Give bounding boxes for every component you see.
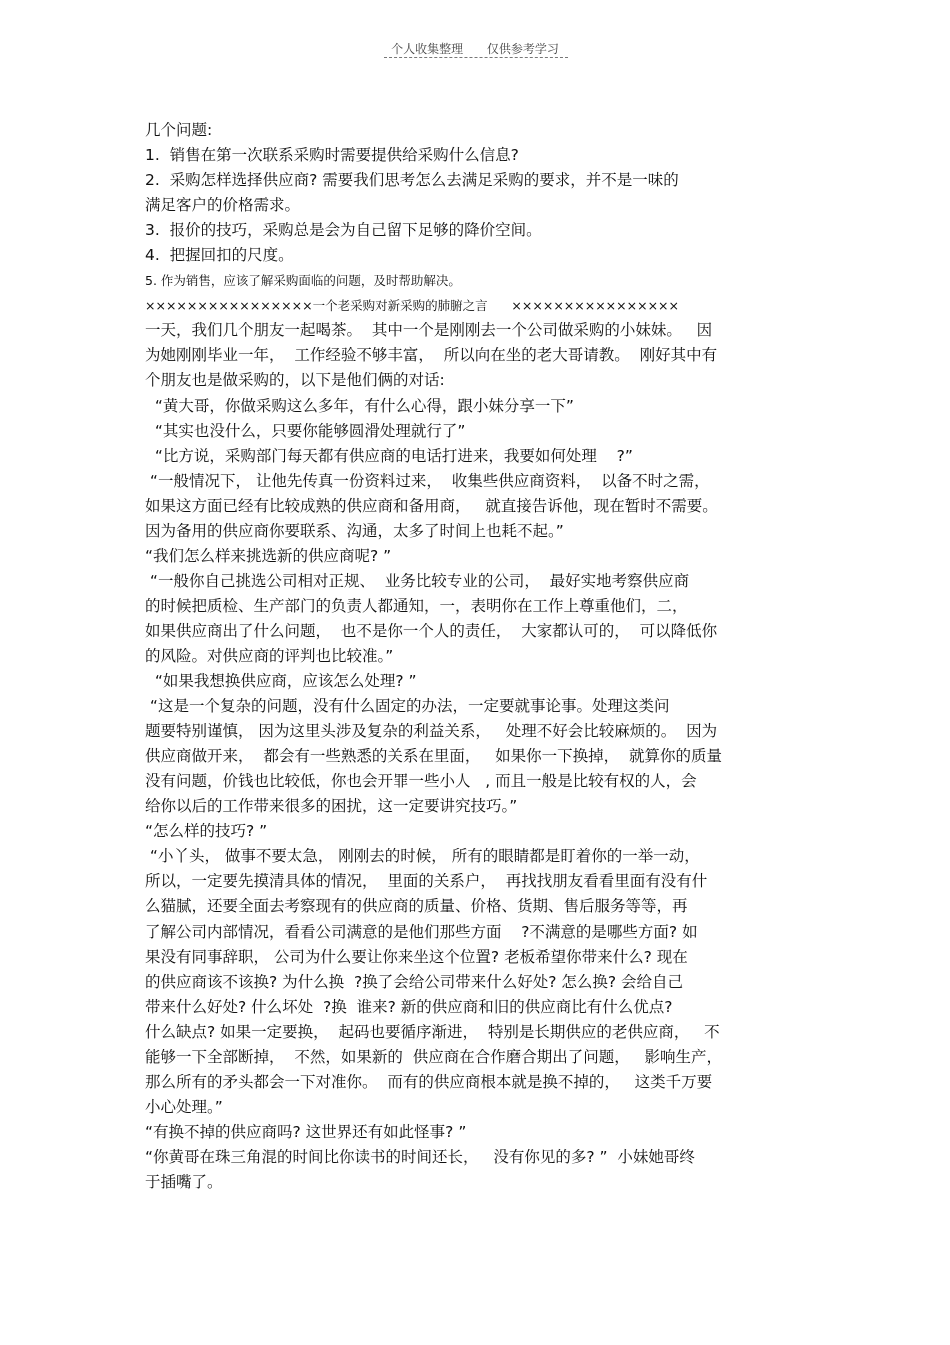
header-divider — [384, 57, 568, 58]
text-line: 供应商做开来， 都会有一些熟悉的关系在里面， 如果你一下换掉， 就算你的质量 — [145, 747, 722, 766]
text-line: “如果我想换供应商，应该怎么处理? ” — [145, 672, 417, 691]
text-line: 个朋友也是做采购的，以下是他们俩的对话: — [145, 371, 445, 390]
text-line: “黄大哥，你做采购这么多年，有什么心得，跟小妹分享一下” — [145, 396, 574, 415]
text-line: “小丫头， 做事不要太急， 刚刚去的时候， 所有的眼睛都是盯着你的一举一动， — [145, 847, 700, 866]
page-header — [0, 40, 950, 57]
text-line: “我们怎么样来挑选新的供应商呢? ” — [145, 546, 392, 565]
text-line: 了解公司内部情况，看看公司满意的是他们那些方面 ?不满意的是哪些方面? 如 — [145, 922, 698, 941]
text-line: 3. 报价的技巧，采购总是会为自己留下足够的降价空间。 — [145, 221, 542, 240]
text-line: 为她刚刚毕业一年， 工作经验不够丰富， 所以向在坐的老大哥请教。 刚好其中有 — [145, 346, 718, 365]
text-line: 如果供应商出了什么问题， 也不是你一个人的责任， 大家都认可的， 可以降低你 — [145, 621, 718, 640]
text-line: 给你以后的工作带来很多的困扰，这一定要讲究技巧。” — [145, 797, 518, 816]
text-line: 题要特别谨慎， 因为这里头涉及复杂的利益关系， 处理不好会比较麻烦的。 因为 — [145, 722, 718, 741]
text-line: 1. 销售在第一次联系采购时需要提供给采购什么信息? — [145, 146, 519, 165]
text-line: 5. 作为销售，应该了解采购面临的问题，及时帮助解决。 — [145, 273, 461, 289]
text-line: 4. 把握回扣的尺度。 — [145, 246, 294, 265]
text-line: “一般你自己挑选公司相对正规、 业务比较专业的公司， 最好实地考察供应商 — [145, 571, 690, 590]
text-line: 没有问题，价钱也比较低，你也会开罪一些小人 , 而且一般是比较有权的人，会 — [145, 772, 697, 791]
header-right-text: 仅供参考学习 — [486, 42, 559, 56]
text-line: “一般情况下， 让他先传真一份资料过来， 收集些供应商资料， 以备不时之需， — [145, 471, 710, 490]
text-line: “这是一个复杂的问题，没有什么固定的办法，一定要就事论事。处理这类问 — [145, 697, 670, 716]
text-line: 的风险。对供应商的评判也比较准。” — [145, 646, 394, 665]
text-line: 一天，我们几个朋友一起喝茶。 其中一个是刚刚去一个公司做采购的小妹妹。 因 — [145, 321, 713, 340]
text-line: 所以，一定要先摸清具体的情况， 里面的关系户， 再找找朋友看看里面有没有什 — [145, 872, 708, 891]
text-line: 什么缺点? 如果一定要换， 起码也要循序渐进， 特别是长期供应的老供应商， 不 — [145, 1022, 720, 1041]
text-line: ××××××××××××××××一个老采购对新采购的肺腑之言 ×××××××××××××××× — [145, 298, 679, 314]
text-line: 因为备用的供应商你要联系、沟通，太多了时间上也耗不起。” — [145, 521, 564, 540]
text-line: “其实也没什么，只要你能够圆滑处理就行了” — [145, 421, 466, 440]
text-line: 么猫腻，还要全面去考察现有的供应商的质量、价格、货期、售后服务等等，再 — [145, 897, 688, 916]
text-line: 带来什么好处? 什么坏处 ?换 谁来? 新的供应商和旧的供应商比有什么优点? — [145, 997, 673, 1016]
text-line: 满足客户的价格需求。 — [145, 196, 301, 215]
text-line: 小心处理。” — [145, 1097, 223, 1116]
document-body — [145, 118, 825, 1195]
text-line: 于插嘴了。 — [145, 1172, 223, 1191]
text-line: 2. 采购怎样选择供应商? 需要我们思考怎么去满足采购的要求，并不是一味的 — [145, 171, 679, 190]
text-line: “比方说，采购部门每天都有供应商的电话打进来，我要如何处理 ?” — [145, 446, 633, 465]
text-line: 如果这方面已经有比较成熟的供应商和备用商， 就直接告诉他，现在暂时不需要。 — [145, 496, 718, 515]
text-line: 几个问题: — [145, 121, 213, 139]
text-line: “有换不掉的供应商吗? 这世界还有如此怪事? ” — [145, 1122, 467, 1141]
text-line: 能够一下全部断掉， 不然，如果新的 供应商在合作磨合期出了问题， 影响生产， — [145, 1047, 722, 1066]
text-line: “你黄哥在珠三角混的时间比你读书的时间还长， 没有你见的多? ” 小妹她哥终 — [145, 1147, 695, 1166]
text-line: 那么所有的矛头都会一下对准你。 而有的供应商根本就是换不掉的， 这类千万要 — [145, 1072, 713, 1091]
text-line: “怎么样的技巧? ” — [145, 822, 268, 841]
header-left-text: 个人收集整理 — [391, 42, 464, 56]
text-line: 的时候把质检、生产部门的负责人都通知，一，表明你在工作上尊重他们，二， — [145, 596, 688, 615]
text-line: 果没有同事辞职， 公司为什么要让你来坐这个位置? 老板希望你带来什么? 现在 — [145, 947, 688, 966]
text-line: 的供应商该不该换? 为什么换 ?换了会给公司带来什么好处? 怎么换? 会给自己 — [145, 972, 684, 991]
